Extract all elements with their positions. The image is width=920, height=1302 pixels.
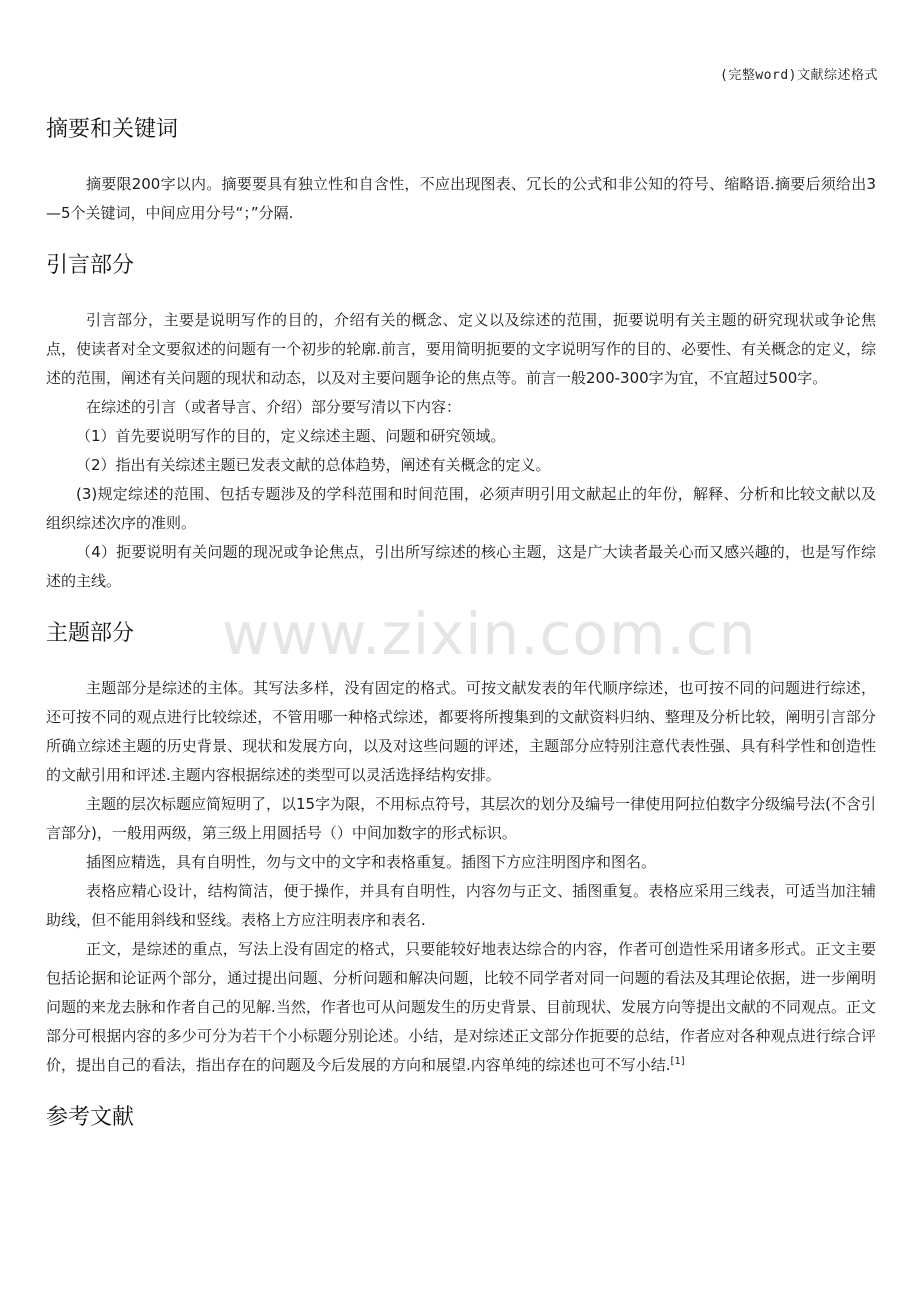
- watermark-text: www.zixin.com.cn: [222, 600, 757, 668]
- body-paragraph-1: 主题部分是综述的主体。其写法多样，没有固定的格式。可按文献发表的年代顺序综述，也可按不同的问题进行综述，还可按不同的观点进行比较综述，不管用哪一种格式综述，都要将所搜集到的文献资料归纳、整理及分析比较，阐明引言部分所确立综述主题的历史背景、现状和发展方向，以及对这些问题的评述，主题部分应特别注意代表性强、具有科学性和创造性的文献引用和评述.主题内容根据综述的类型可以灵活选择结构安排。: [46, 679, 876, 784]
- section-title-references: 参考文献: [46, 1105, 135, 1130]
- abstract-paragraph: 摘要限200字以内。摘要要具有独立性和自含性，不应出现图表、冗长的公式和非公知的符号、缩略语.摘要后须给出3—5个关键词，中间应用分号“；”分隔.: [46, 175, 876, 222]
- citation-marker[interactable]: [1]: [670, 1056, 685, 1067]
- intro-list-item-3: (3)规定综述的范围、包括专题涉及的学科范围和时间范围，必须声明引用文献起止的年份，解释、分析和比较文献以及组织综述次序的准则。: [46, 485, 876, 532]
- body-paragraph-5-text: 正文，是综述的重点，写法上没有固定的格式，只要能较好地表达综合的内容，作者可创造性采用诸多形式。正文主要包括论据和论证两个部分，通过提出问题、分析问题和解决问题，比较不同学者对同一问题的看法及其理论依据，进一步阐明问题的来龙去脉和作者自己的见解.当然，作者也可从问题发生的历史背景、目前现状、发展方向等提出文献的不同观点。正文部分可根据内容的多少可分为若干个小标题分别论述。小结，是对综述正文部分作扼要的总结，作者应对各种观点进行综合评价，提出自己的看法，指出存在的问题及今后发展的方向和展望.内容单纯的综述也可不写小结.: [46, 940, 876, 1074]
- section-title-intro: 引言部分: [46, 253, 135, 278]
- document-body: [46, 110, 876, 1138]
- intro-list-item-4: （4）扼要说明有关问题的现况或争论焦点，引出所写综述的核心主题，这是广大读者最关心而又感兴趣的，也是写作综述的主线。: [46, 543, 876, 590]
- intro-paragraph-1: 引言部分，主要是说明写作的目的，介绍有关的概念、定义以及综述的范围，扼要说明有关主题的研究现状或争论焦点，使读者对全文要叙述的问题有一个初步的轮廓.前言，要用简明扼要的文字说明写作的目的、必要性、有关概念的定义，综述的范围，阐述有关问题的现状和动态，以及对主要问题争论的焦点等。前言一般200-300字为宜，不宜超过500字。: [46, 311, 876, 387]
- intro-paragraph-2: 在综述的引言（或者导言、介绍）部分要写清以下内容：: [86, 398, 462, 416]
- section-title-abstract: 摘要和关键词: [46, 117, 179, 142]
- intro-list-item-2: （2）指出有关综述主题已发表文献的总体趋势，阐述有关概念的定义。: [76, 456, 551, 474]
- body-paragraph-4: 表格应精心设计，结构简洁，便于操作，并具有自明性，内容勿与正文、插图重复。表格应采用三线表，可适当加注辅助线，但不能用斜线和竖线。表格上方应注明表序和表名.: [46, 882, 876, 929]
- intro-list-item-1: （1）首先要说明写作的目的，定义综述主题、问题和研究领域。: [76, 427, 506, 445]
- body-paragraph-3: 插图应精选，具有自明性，勿与文中的文字和表格重复。插图下方应注明图序和图名。: [86, 853, 657, 871]
- body-paragraph-5: [46, 935, 876, 1080]
- document-header-title: (完整word)文献综述格式: [720, 68, 878, 83]
- section-title-body: 主题部分: [46, 621, 135, 646]
- body-paragraph-2: 主题的层次标题应简短明了，以15字为限，不用标点符号，其层次的划分及编号一律使用阿拉伯数字分级编号法(不含引言部分)，一般用两级，第三级上用圆括号（）中间加数字的形式标识。: [46, 795, 876, 842]
